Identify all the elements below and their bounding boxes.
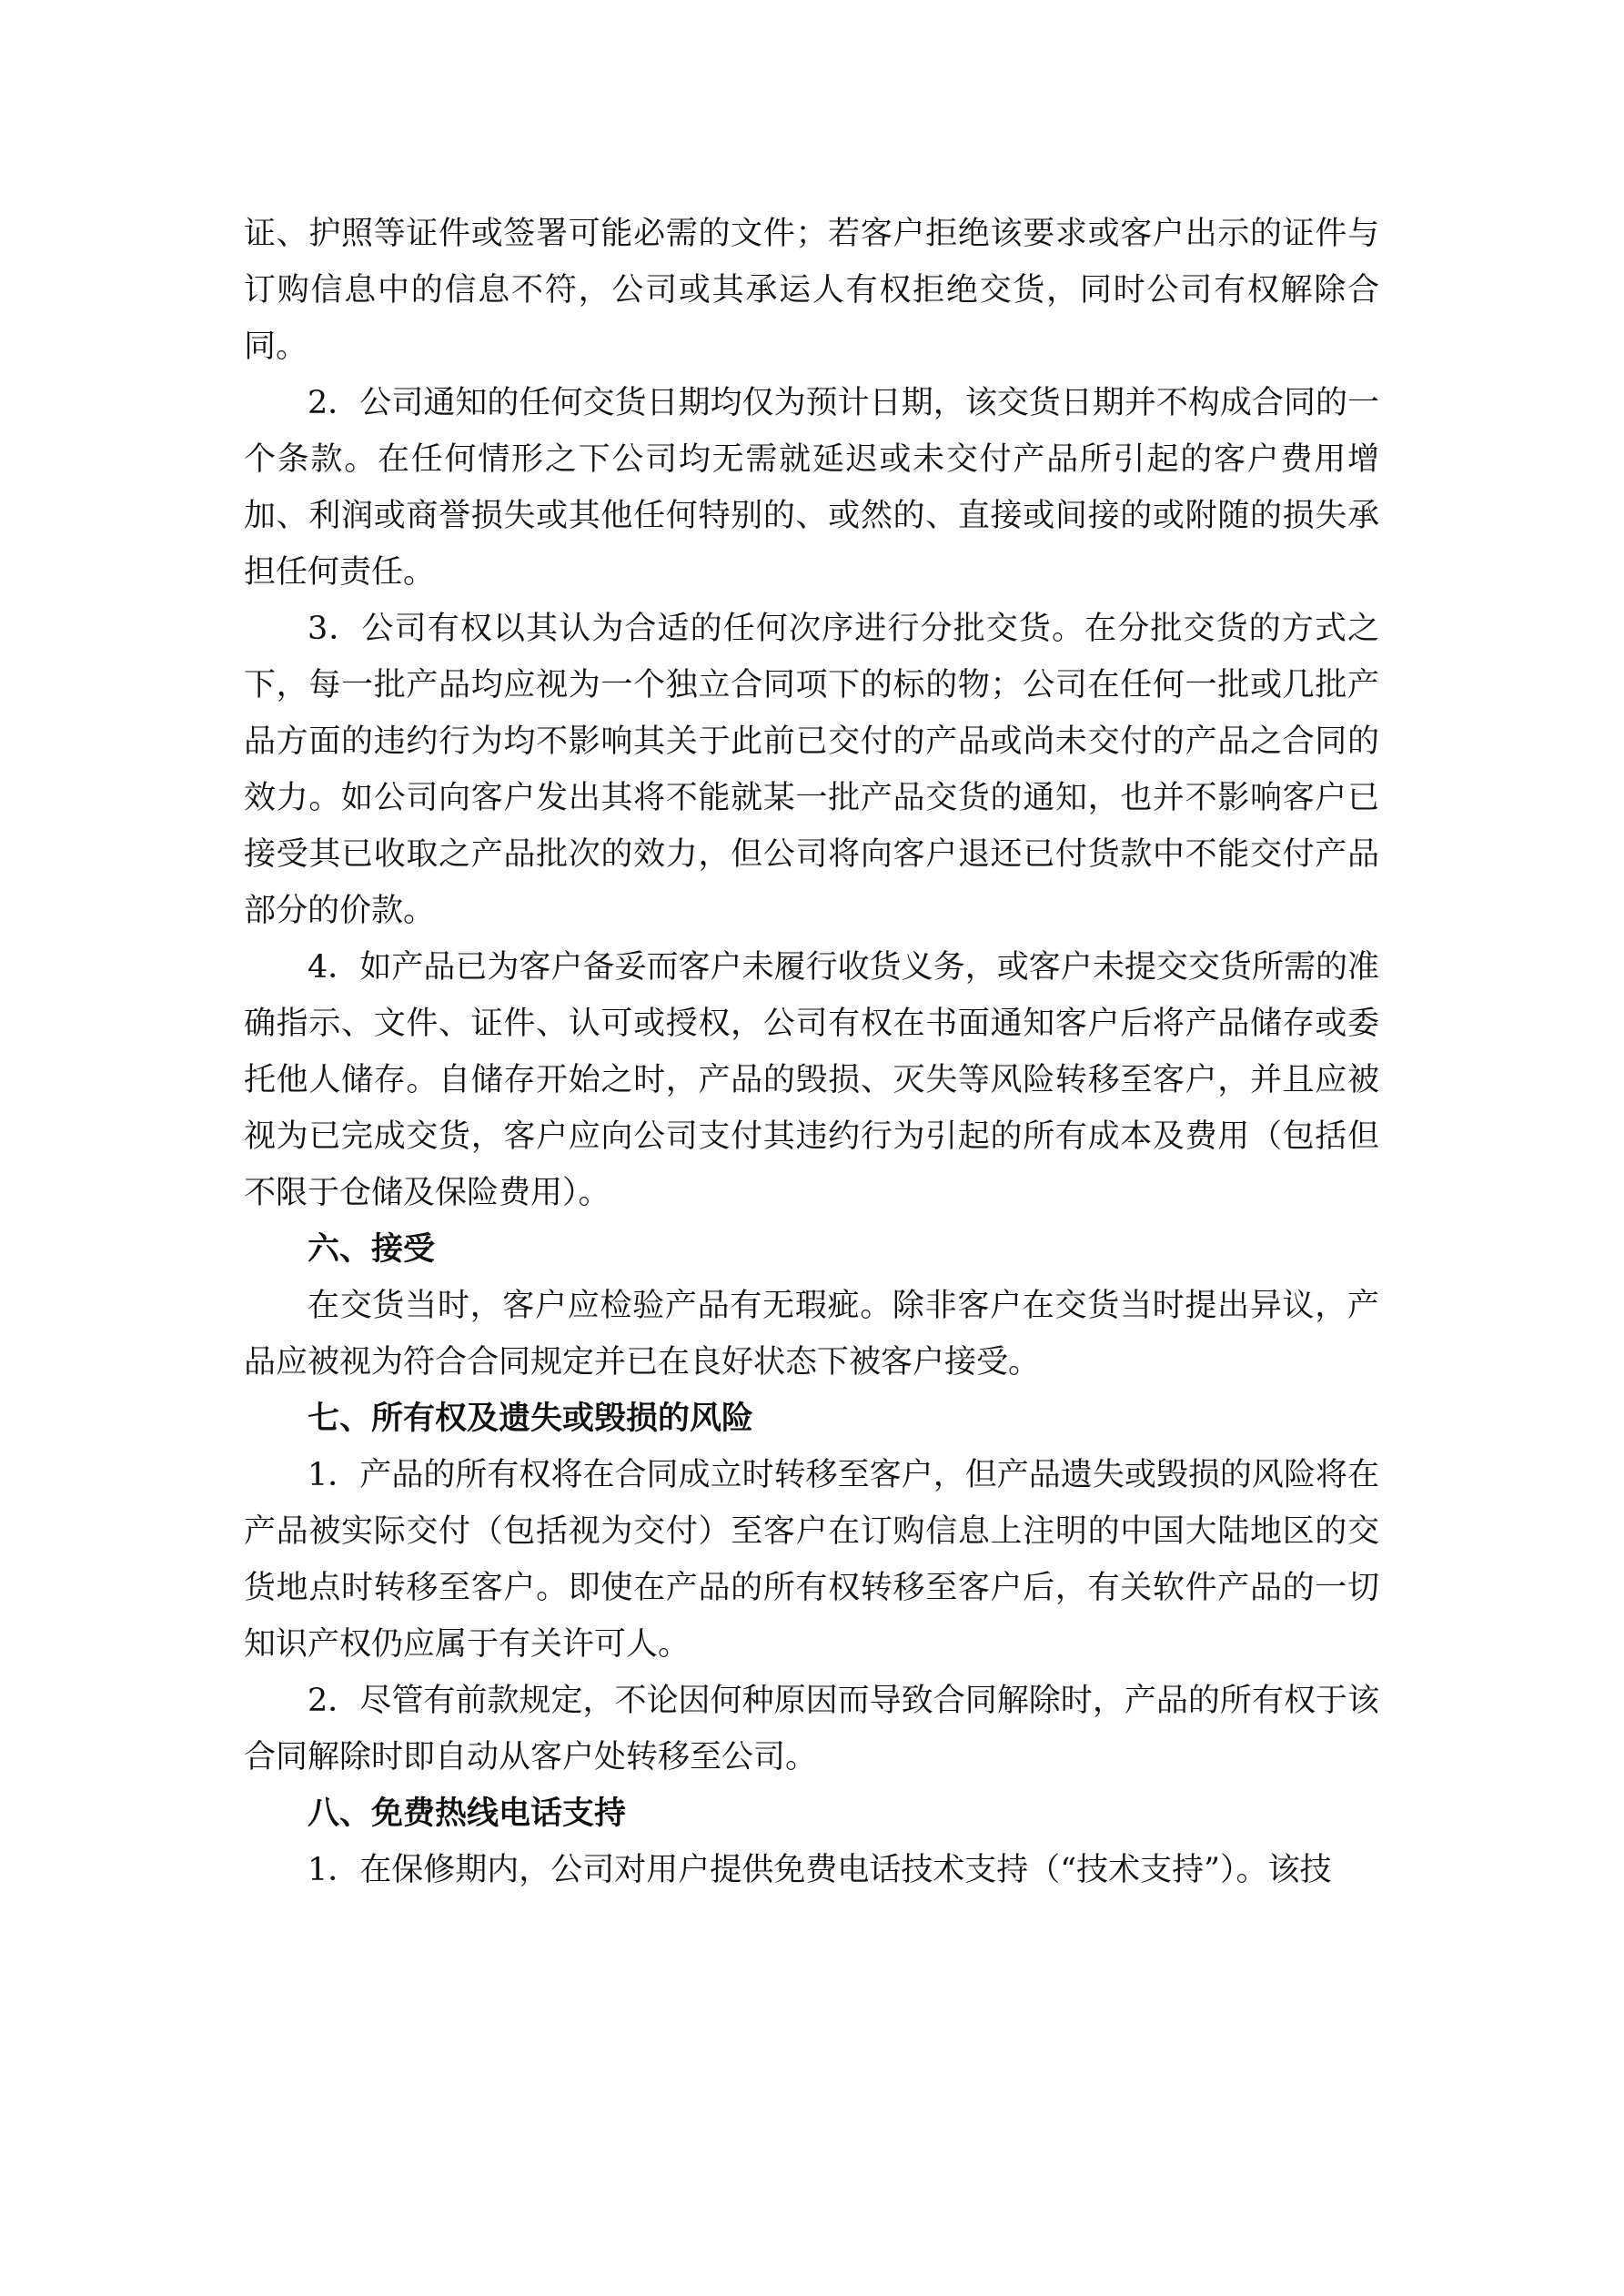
paragraph-clause-7-2: 2．尽管有前款规定，不论因何种原因而导致合同解除时，产品的所有权于该合同解除时即自动从客户处转移至公司。 [244,1683,1379,1775]
paragraph-continuation: 证、护照等证件或签署可能必需的文件；若客户拒绝该要求或客户出示的证件与订购信息中的信息不符，公司或其承运人有权拒绝交货，同时公司有权解除合同。 [244,216,1379,365]
paragraph-acceptance: 在交货当时，客户应检验产品有无瑕疵。除非客户在交货当时提出异议，产品应被视为符合合同规定并已在良好状态下被客户接受。 [244,1288,1379,1381]
section-heading-acceptance: 六、接受 [308,1230,436,1268]
paragraph-clause-5-3: 3．公司有权以其认为合适的任何次序进行分批交货。在分批交货的方式之下，每一批产品均应视为一个独立合同项下的标的物；公司在任何一批或几批产品方面的违约行为均不影响其关于此前已交付的产品或尚未交付的产品之合同的效力。如公司向客户发出其将不能就某一批产品交货的通知，也并不影响客户已接受其已收取之产品批次的效力，但公司将向客户退还已付货款中不能交付产品部分的价款。 [244,611,1379,929]
document-body [244,206,1379,1898]
paragraph-clause-7-1: 1．产品的所有权将在合同成立时转移至客户，但产品遗失或毁损的风险将在产品被实际交付（包括视为交付）至客户在订购信息上注明的中国大陆地区的交货地点时转移至客户。即使在产品的所有权转移至客户后，有关软件产品的一切知识产权仍应属于有关许可人。 [244,1457,1379,1663]
paragraph-clause-5-4: 4．如产品已为客户备妥而客户未履行收货义务，或客户未提交交货所需的准确指示、文件、证件、认可或授权，公司有权在书面通知客户后将产品储存或委托他人储存。自储存开始之时，产品的毁损、灭失等风险转移至客户，并且应被视为已完成交货，客户应向公司支付其违约行为引起的所有成本及费用（包括但不限于仓储及保险费用）。 [244,949,1379,1211]
paragraph-clause-5-2: 2．公司通知的任何交货日期均仅为预计日期，该交货日期并不构成合同的一个条款。在任何情形之下公司均无需就延迟或未交付产品所引起的客户费用增加、利润或商誉损失或其他任何特别的、或然的、直接或间接的或附随的损失承担任何责任。 [244,385,1379,591]
section-heading-hotline-support: 八、免费热线电话支持 [308,1795,627,1832]
section-heading-ownership-risk: 七、所有权及遗失或毁损的风险 [308,1400,754,1437]
paragraph-clause-8-1: 1．在保修期内，公司对用户提供免费电话技术支持（“技术支持”）。该技 [308,1852,1332,1888]
